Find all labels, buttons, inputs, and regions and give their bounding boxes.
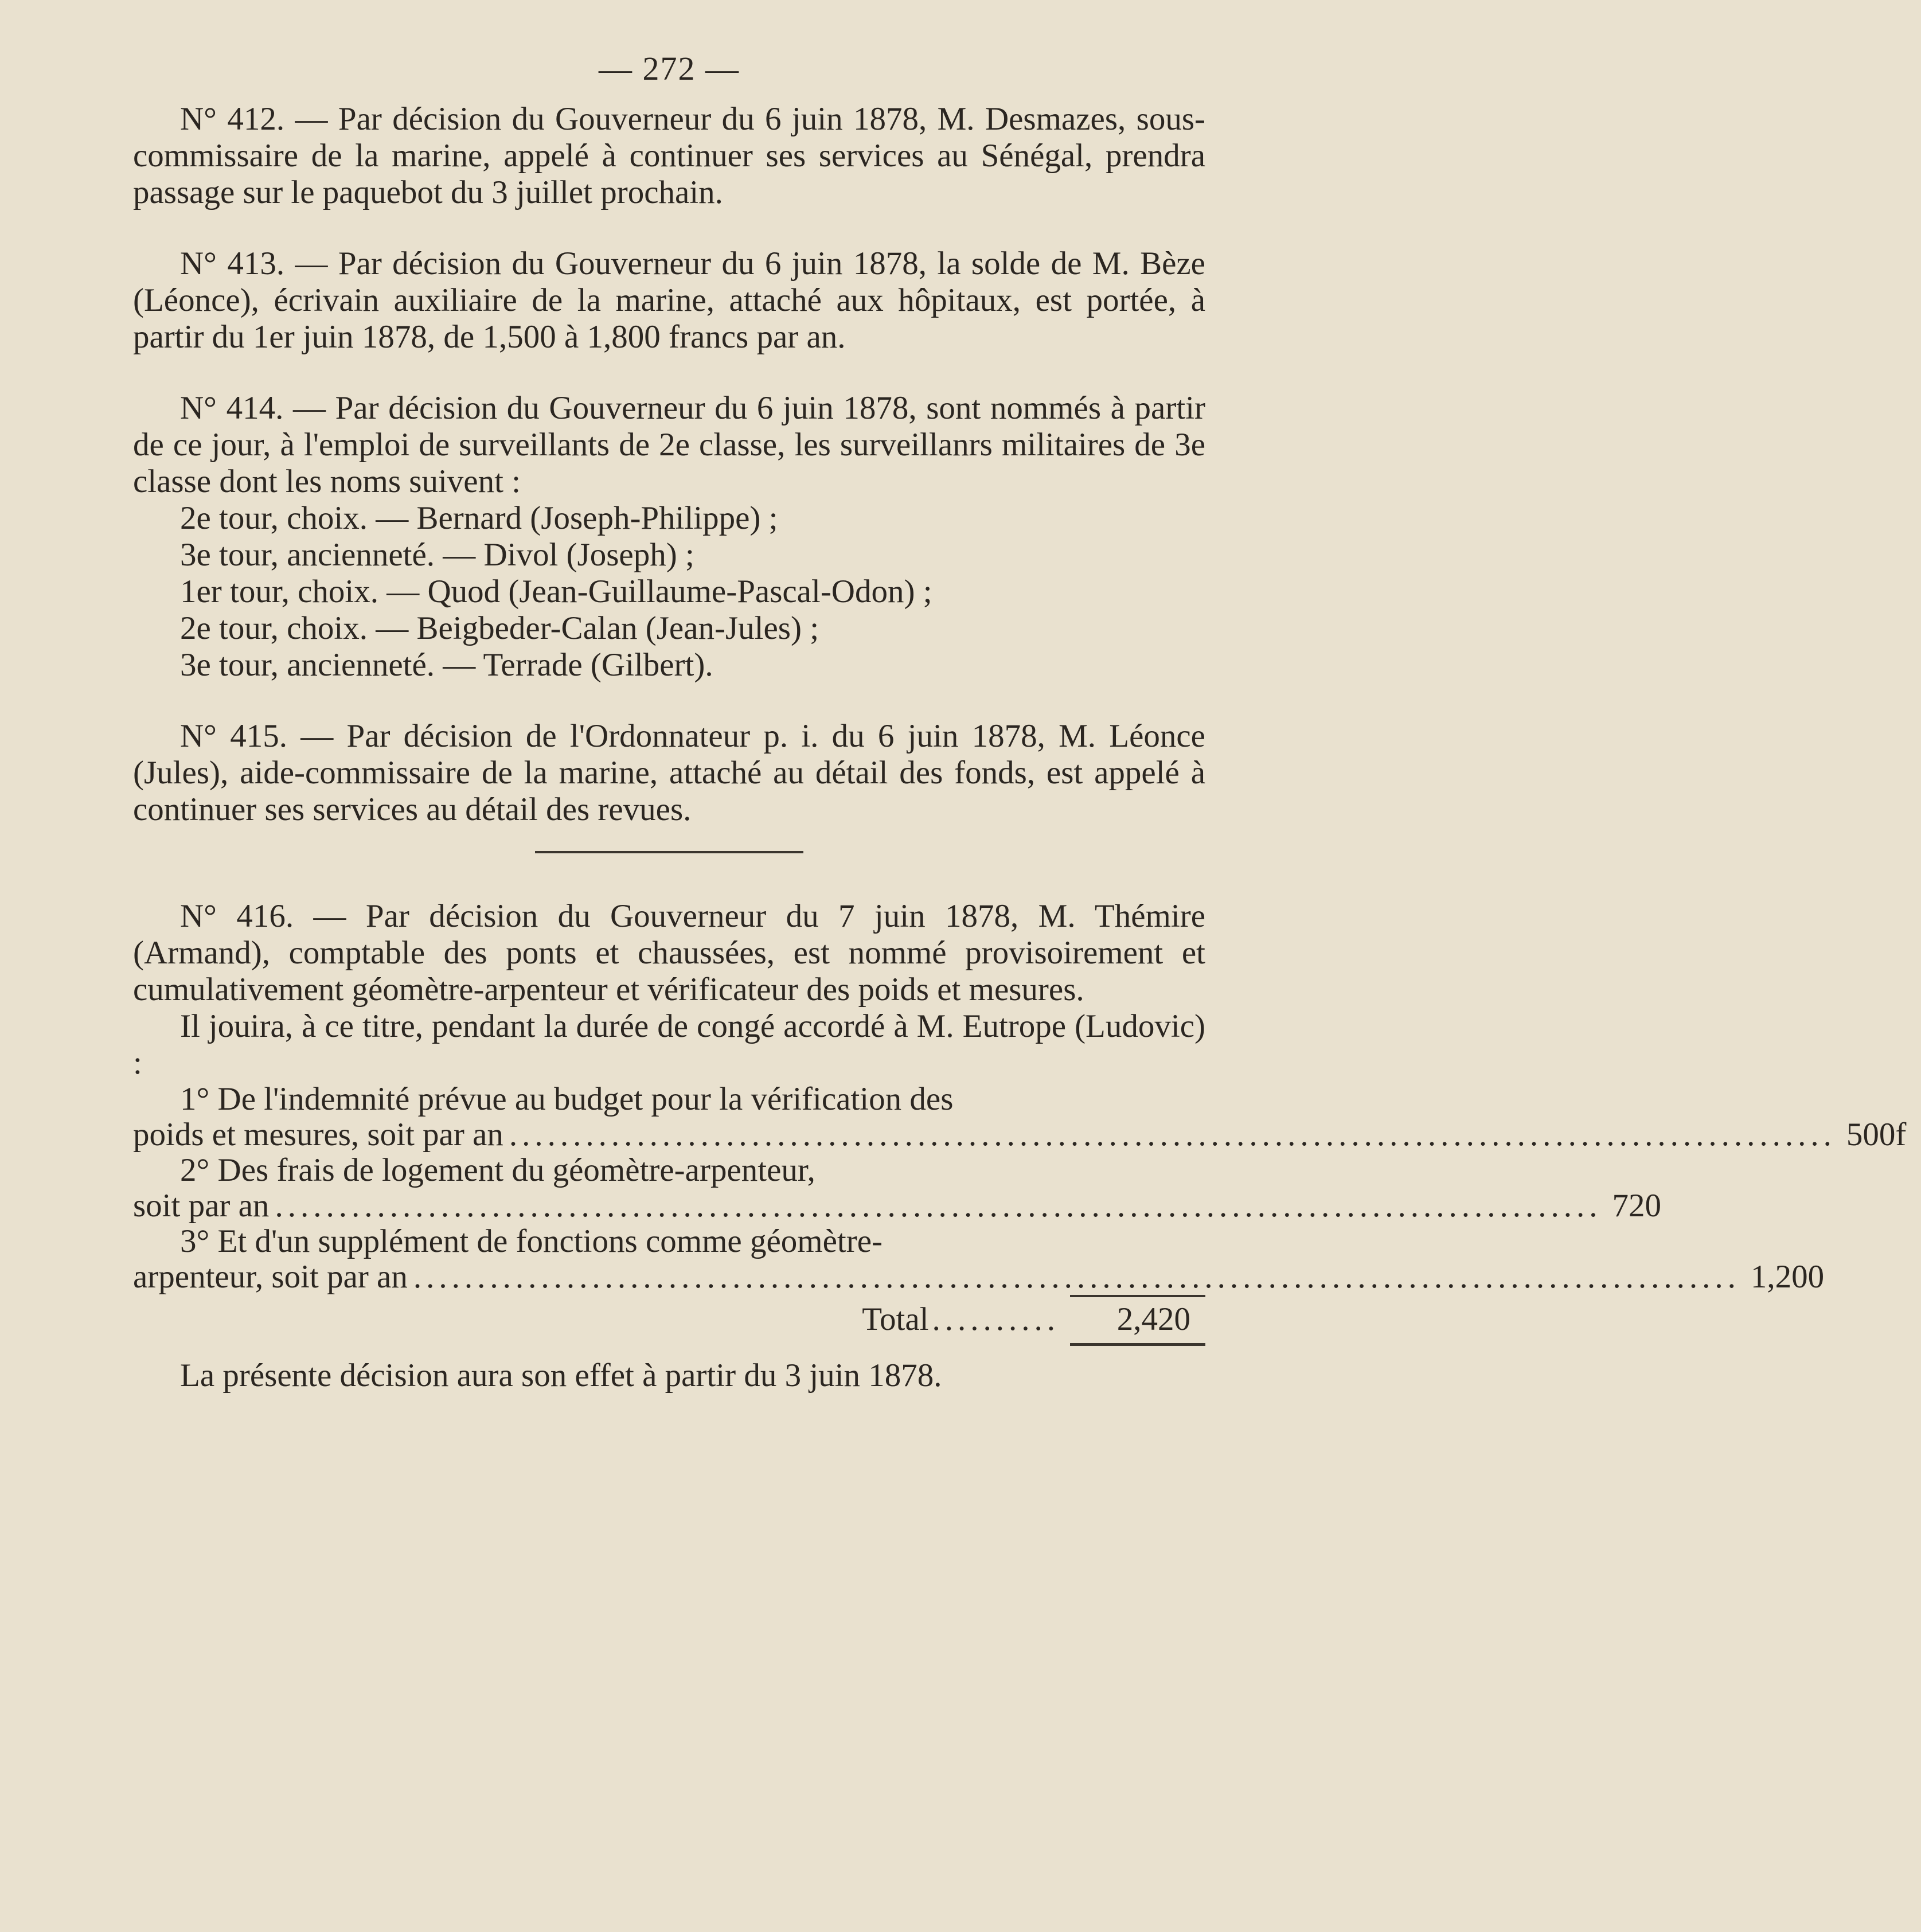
ledger-item-label: arpenteur, soit par an xyxy=(133,1259,408,1295)
ledger-item-label: soit par an xyxy=(133,1188,270,1224)
appointment-item: 3e tour, ancienneté. — Terrade (Gilbert). xyxy=(180,647,713,683)
text-column xyxy=(133,47,1907,1394)
dot-leader: ........................................................................................................ xyxy=(275,1188,1602,1224)
total-label: Total xyxy=(862,1301,929,1337)
entry-416-closing: La présente décision aura son effet à partir du 3 juin 1878. xyxy=(180,1357,942,1394)
ledger-item-label: poids et mesures, soit par an xyxy=(133,1117,503,1153)
entry-416 xyxy=(133,898,1907,1394)
ledger-item-amount: 1,200 xyxy=(1750,1259,1825,1295)
dot-leader: ........................................................................................................ xyxy=(413,1259,1740,1295)
entry-413-text: N° 413. — Par décision du Gouverneur du 6 juin 1878, la solde de M. Bèze (Léonce), écrivain auxiliaire de la marine, attaché aux hôpitaux, est portée, à partir du 1er juin 1878, de 1,500 à 1,800 francs par an. xyxy=(133,245,1205,355)
ledger-item xyxy=(133,1081,1907,1153)
section-divider xyxy=(535,851,803,853)
entry-412 xyxy=(133,101,1205,211)
entry-415-text: N° 415. — Par décision de l'Ordonnateur p. i. du 6 juin 1878, M. Léonce (Jules), aide-commissaire de la marine, attaché au détail des fonds, est appelé à continuer ses services au détail des revues. xyxy=(133,718,1205,828)
ledger-item xyxy=(133,1152,1661,1224)
dot-leader: .......... xyxy=(932,1301,1060,1337)
ledger xyxy=(133,1081,1907,1346)
ledger-item-text: 3° Et d'un supplément de fonctions comme géomètre- xyxy=(180,1223,883,1259)
appointment-item: 3e tour, ancienneté. — Divol (Joseph) ; xyxy=(180,537,694,573)
total-amount: 2,420 xyxy=(1070,1295,1205,1346)
entry-416-continuation: Il jouira, à ce titre, pendant la durée de congé accordé à M. Eutrope (Ludovic) : xyxy=(133,1008,1205,1081)
entry-412-text: N° 412. — Par décision du Gouverneur du 6 juin 1878, M. Desmazes, sous-commissaire de la marine, appelé à continuer ses services au Sénégal, prendra passage sur le paquebot du 3 juillet prochain. xyxy=(133,101,1205,210)
appointment-item: 2e tour, choix. — Beigbeder-Calan (Jean-Jules) ; xyxy=(180,610,819,646)
ledger-item xyxy=(133,1223,1825,1295)
entry-415 xyxy=(133,718,1205,828)
appointment-item: 2e tour, choix. — Bernard (Joseph-Philippe) ; xyxy=(180,500,778,536)
entry-416-text: N° 416. — Par décision du Gouverneur du 7 juin 1878, M. Thémire (Armand), comptable des ponts et chaussées, est nommé provisoirement et cumulativement géomètre-arpenteur et vérificateur des poids et mesures. xyxy=(133,898,1205,1008)
ledger-item-text: 2° Des frais de logement du géomètre-arpenteur, xyxy=(180,1152,815,1188)
ledger-total xyxy=(133,1295,1205,1346)
entry-413 xyxy=(133,245,1205,356)
ledger-item-amount: 500f xyxy=(1846,1117,1907,1153)
dot-leader: ........................................................................................................ xyxy=(509,1117,1836,1153)
appointment-item: 1er tour, choix. — Quod (Jean-Guillaume-Pascal-Odon) ; xyxy=(180,573,932,610)
ledger-item-amount: 720 xyxy=(1612,1188,1661,1224)
entry-414 xyxy=(133,390,1205,684)
entry-414-text: N° 414. — Par décision du Gouverneur du 6 juin 1878, sont nommés à partir de ce jour, à l'emploi de surveillants de 2e classe, les surveillanrs militaires de 3e classe dont les noms suivent : xyxy=(133,390,1205,499)
page-number: — 272 — xyxy=(599,50,740,87)
ledger-item-text: 1° De l'indemnité prévue au budget pour la vérification des xyxy=(180,1081,954,1117)
